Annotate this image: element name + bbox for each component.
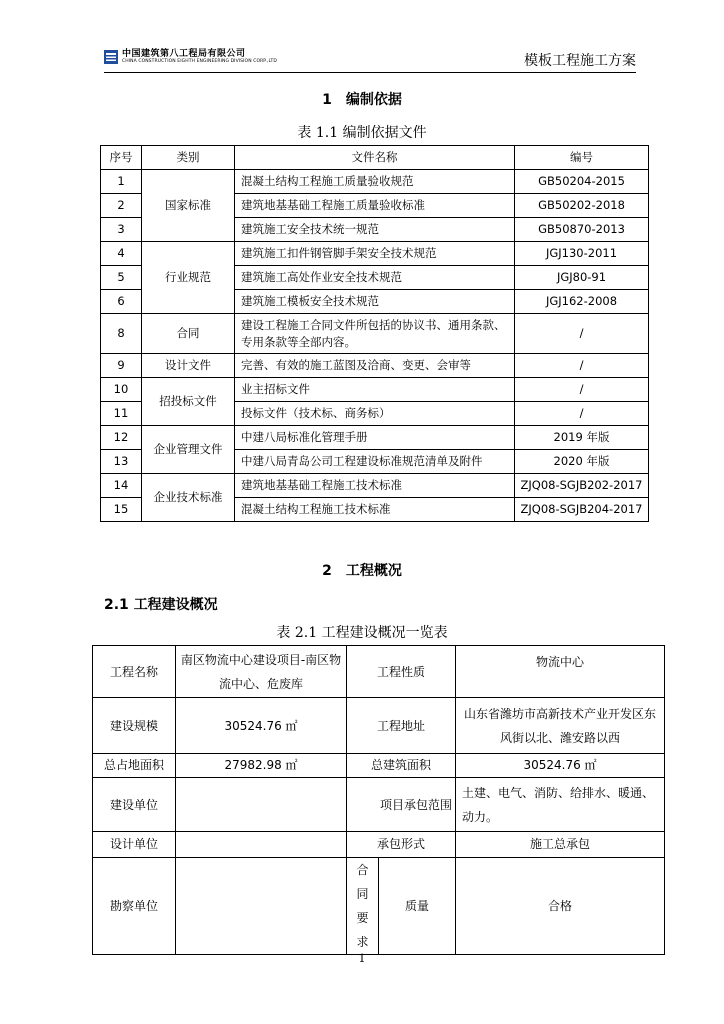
row-no: 9 (101, 354, 142, 378)
row-no: 4 (101, 242, 142, 266)
row-no: 6 (101, 290, 142, 314)
company-logo-icon (104, 50, 118, 64)
row-category: 招投标文件 (142, 378, 235, 426)
design-value (176, 832, 347, 858)
page-header (104, 44, 636, 74)
row-no: 10 (101, 378, 142, 402)
table-header-row (101, 146, 649, 170)
table-1-caption: 表 1.1 编制依据文件 (297, 125, 427, 141)
row-code: JGJ80-91 (515, 266, 649, 290)
address-label: 工程地址 (347, 698, 456, 754)
table-row (101, 170, 649, 194)
col-header-category: 类别 (142, 146, 235, 170)
header-divider (104, 72, 636, 73)
project-name-label: 工程名称 (93, 646, 176, 698)
document-title: 模板工程施工方案 (524, 53, 636, 69)
row-code: / (515, 314, 649, 354)
row-name: 中建八局标准化管理手册 (235, 426, 515, 450)
row-code: ZJQ08-SGJB204-2017 (515, 498, 649, 522)
row-no: 1 (101, 170, 142, 194)
row-no: 13 (101, 450, 142, 474)
quality-label: 质量 (379, 858, 456, 955)
row-category: 设计文件 (142, 354, 235, 378)
col-header-code: 编号 (515, 146, 649, 170)
row-code: 2020 年版 (515, 450, 649, 474)
row-category: 国家标准 (142, 170, 235, 242)
row-code: / (515, 354, 649, 378)
table-row (93, 858, 665, 955)
table-row (93, 832, 665, 858)
land-area-label: 总占地面积 (93, 754, 176, 778)
basis-documents-table (100, 145, 649, 522)
section-1-heading (0, 89, 724, 109)
row-no: 15 (101, 498, 142, 522)
row-code: / (515, 378, 649, 402)
row-name: 中建八局青岛公司工程建设标准规范清单及附件 (235, 450, 515, 474)
contract-form-label: 承包形式 (347, 832, 456, 858)
subsection-2-1-heading (104, 594, 218, 614)
company-name-cn: 中国建筑第八工程局有限公司 (122, 49, 246, 59)
row-category: 企业技术标准 (142, 474, 235, 522)
building-area-value: 30524.76 ㎡ (456, 754, 665, 778)
row-no: 11 (101, 402, 142, 426)
table-row (101, 474, 649, 498)
row-name: 建筑地基基础工程施工技术标准 (235, 474, 515, 498)
section-2-title: 工程概况 (345, 563, 402, 579)
row-code: JGJ162-2008 (515, 290, 649, 314)
owner-label: 建设单位 (93, 778, 176, 832)
table-row (101, 426, 649, 450)
address-value: 山东省潍坊市高新技术产业开发区东风街以北、潍安路以西 (456, 698, 665, 754)
company-name-en: CHINA CONSTRUCTION EIGHTH ENGINEERING DIVISION CORP.,LTD (122, 59, 277, 64)
page-number: 1 (358, 952, 366, 965)
table-row (101, 314, 649, 354)
row-no: 12 (101, 426, 142, 450)
table-2-caption: 表 2.1 工程建设概况一览表 (276, 625, 448, 641)
row-no: 2 (101, 194, 142, 218)
row-code: GB50202-2018 (515, 194, 649, 218)
row-no: 8 (101, 314, 142, 354)
land-area-value: 27982.98 ㎡ (176, 754, 347, 778)
project-name-value: 南区物流中心建设项目-南区物流中心、危废库 (176, 646, 347, 698)
row-name: 业主招标文件 (235, 378, 515, 402)
section-1-number: 1 (322, 92, 332, 108)
row-no: 5 (101, 266, 142, 290)
row-category: 合同 (142, 314, 235, 354)
contract-form-value: 施工总承包 (456, 832, 665, 858)
project-overview-table (92, 645, 665, 955)
owner-value (176, 778, 347, 832)
row-name: 混凝土结构工程施工技术标准 (235, 498, 515, 522)
row-name: 建设工程施工合同文件所包括的协议书、通用条款、专用条款等全部内容。 (235, 314, 515, 354)
scale-label: 建设规模 (93, 698, 176, 754)
row-category: 企业管理文件 (142, 426, 235, 474)
table-row (101, 242, 649, 266)
project-nature-label: 工程性质 (347, 646, 456, 698)
row-name: 混凝土结构工程施工质量验收规范 (235, 170, 515, 194)
quality-value: 合格 (456, 858, 665, 955)
building-area-label: 总建筑面积 (347, 754, 456, 778)
subsection-title: 工程建设概况 (133, 597, 218, 613)
row-name: 投标文件（技术标、商务标） (235, 402, 515, 426)
row-code: 2019 年版 (515, 426, 649, 450)
table-row (101, 378, 649, 402)
row-code: ZJQ08-SGJB202-2017 (515, 474, 649, 498)
row-name: 建筑施工高处作业安全技术规范 (235, 266, 515, 290)
row-category: 行业规范 (142, 242, 235, 314)
row-code: GB50870-2013 (515, 218, 649, 242)
row-code: GB50204-2015 (515, 170, 649, 194)
survey-label: 勘察单位 (93, 858, 176, 955)
contract-req-label: 合同要求 (347, 858, 379, 955)
section-1-title: 编制依据 (345, 92, 402, 108)
row-name: 建筑施工安全技术统一规范 (235, 218, 515, 242)
row-no: 3 (101, 218, 142, 242)
row-name: 建筑施工模板安全技术规范 (235, 290, 515, 314)
section-2-number: 2 (322, 563, 332, 579)
table-row (101, 354, 649, 378)
row-no: 14 (101, 474, 142, 498)
scale-value: 30524.76 ㎡ (176, 698, 347, 754)
row-name: 建筑施工扣件钢管脚手架安全技术规范 (235, 242, 515, 266)
project-nature-value: 物流中心 (456, 646, 665, 698)
col-header-name: 文件名称 (235, 146, 515, 170)
table-row (93, 754, 665, 778)
design-label: 设计单位 (93, 832, 176, 858)
section-2-heading (0, 560, 724, 580)
table-row (93, 646, 665, 698)
scope-value: 土建、电气、消防、给排水、暖通、动力。 (456, 778, 665, 832)
row-code: JGJ130-2011 (515, 242, 649, 266)
scope-label: 项目承包范围 (347, 778, 456, 832)
table-row (93, 778, 665, 832)
row-code: / (515, 402, 649, 426)
table-row (93, 698, 665, 754)
row-name: 完善、有效的施工蓝图及洽商、变更、会审等 (235, 354, 515, 378)
survey-value (176, 858, 347, 955)
row-name: 建筑地基基础工程施工质量验收标准 (235, 194, 515, 218)
col-header-no: 序号 (101, 146, 142, 170)
subsection-number: 2.1 (104, 597, 129, 613)
